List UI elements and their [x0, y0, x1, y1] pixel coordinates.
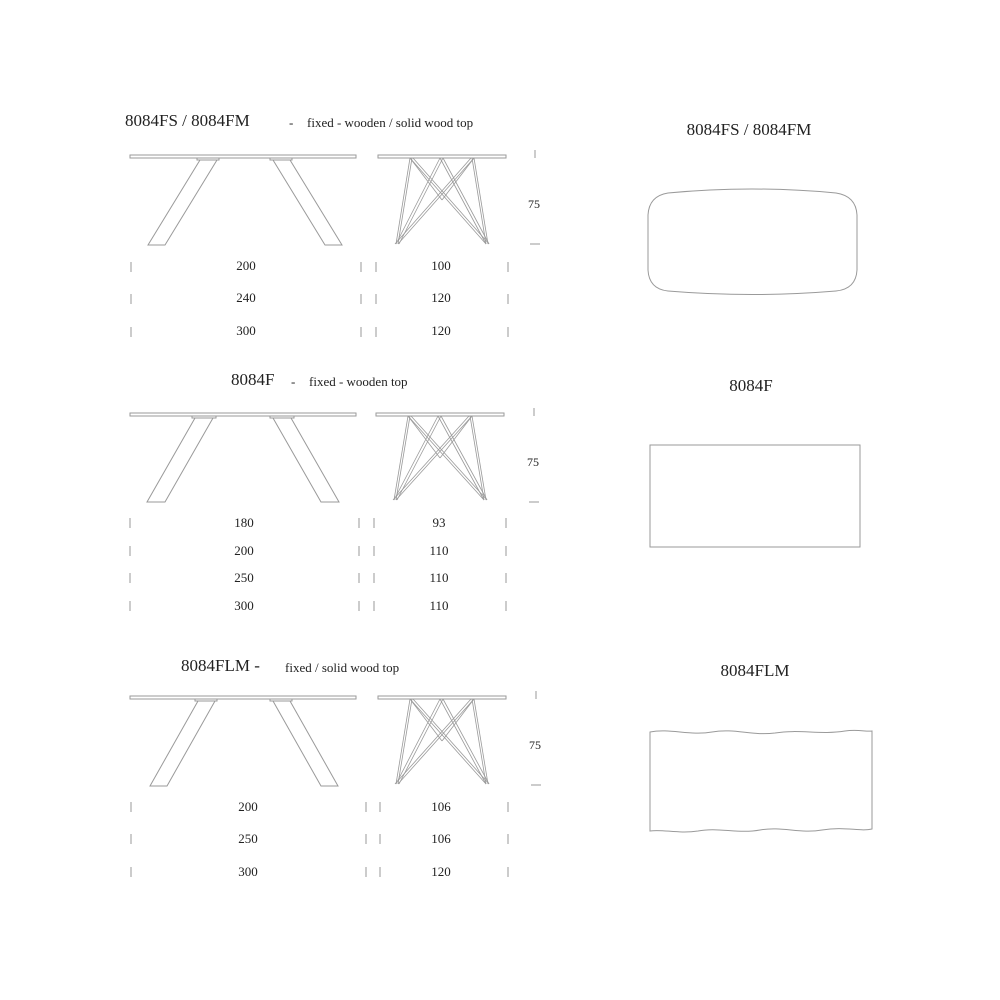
length-value: 200	[236, 258, 256, 273]
length-value: 250	[238, 831, 258, 846]
length-value: 300	[238, 864, 258, 879]
model-separator: -	[291, 374, 296, 389]
width-value: 120	[431, 290, 451, 305]
length-value: 300	[234, 598, 254, 613]
length-value: 250	[234, 570, 254, 585]
length-value: 200	[234, 543, 254, 558]
model-code: 8084FS / 8084FM	[125, 111, 250, 130]
width-value: 106	[431, 799, 451, 814]
length-value: 300	[236, 323, 256, 338]
width-value: 93	[432, 515, 446, 530]
width-value: 110	[429, 598, 449, 613]
height-label: 75	[527, 455, 539, 469]
model-code: 8084F	[231, 370, 275, 389]
length-value: 200	[238, 799, 258, 814]
top-view-title: 8084F	[729, 376, 773, 395]
width-value: 106	[431, 831, 451, 846]
model-separator: -	[289, 115, 294, 130]
top-view-title: 8084FLM	[720, 661, 790, 680]
height-label: 75	[528, 197, 540, 211]
height-label: 75	[529, 738, 541, 752]
model-description: fixed - wooden top	[309, 374, 408, 389]
width-value: 120	[431, 864, 451, 879]
model-description: fixed / solid wood top	[285, 660, 400, 675]
width-value: 120	[431, 323, 451, 338]
width-value: 100	[431, 258, 451, 273]
width-value: 110	[429, 543, 449, 558]
length-value: 240	[236, 290, 256, 305]
width-value: 110	[429, 570, 449, 585]
top-view-title: 8084FS / 8084FM	[686, 120, 812, 139]
length-value: 180	[234, 515, 254, 530]
model-description: fixed - wooden / solid wood top	[307, 115, 474, 130]
model-code: 8084FLM -	[181, 656, 260, 675]
